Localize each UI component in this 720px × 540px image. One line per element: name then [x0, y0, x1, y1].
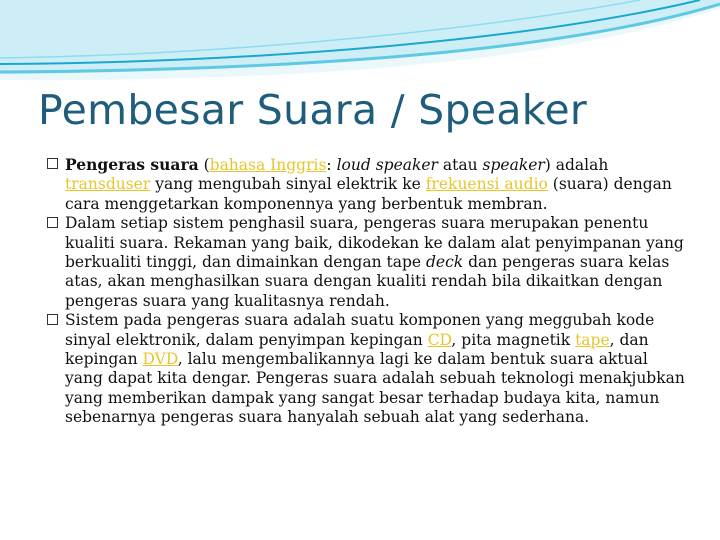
text: ( [198, 156, 210, 174]
bullet-box-icon [47, 217, 58, 228]
link-bahasa-inggris[interactable]: bahasa Inggris [209, 156, 327, 174]
text: Sistem pada pengeras suara adalah suatu komponen yang meggubah kode sinyal elektronik, dalam penyimpan kepingan [65, 311, 655, 349]
link-dvd[interactable]: DVD [142, 350, 178, 369]
text: (suara) dengan cara menggetarkan komponennya yang berbentuk membran. [65, 175, 672, 213]
italic-text: deck [426, 253, 464, 272]
term-text: Pengeras suara [65, 155, 199, 174]
italic-text: loud speaker [336, 156, 438, 174]
text: : [326, 156, 337, 174]
text: , dan kepingan [65, 330, 649, 369]
slide-title: Pembesar Suara / Speaker [38, 86, 588, 134]
list-item [47, 155, 687, 214]
text: Dalam setiap sistem penghasil suara, pengeras suara merupakan penentu kualiti suara. Rekaman yang baik, dikodekan ke dalam alat penyimpanan yang berkualiti tinggi, dan dimainkan dengan tape [65, 214, 684, 272]
slide-content [47, 155, 687, 428]
list-item [47, 311, 687, 427]
header-wave-decoration [0, 0, 720, 90]
text: atau [437, 156, 483, 174]
text: ) adalah [544, 156, 609, 174]
italic-text: speaker [482, 156, 545, 174]
link-transduser[interactable]: transduser [65, 175, 151, 194]
text: , pita magnetik [451, 330, 576, 349]
text: , lalu mengembalikannya lagi ke dalam bentuk suara aktual yang dapat kita dengar. Pengeras suara adalah sebuah teknologi menakjubkan yang memberikan dampak yang sangat besar terhadap budaya kita, namun sebenarnya pengeras suara hanyalah sebuah alat yang sederhana. [65, 350, 685, 427]
link-cd[interactable]: CD [427, 330, 452, 349]
bullet-box-icon [47, 158, 58, 169]
text: yang mengubah sinyal elektrik ke [150, 175, 426, 194]
link-tape[interactable]: tape [575, 330, 610, 349]
link-frekuensi-audio[interactable]: frekuensi audio [425, 175, 548, 194]
text: dan pengeras suara kelas atas, akan menghasilkan suara dengan kualiti rendah bila dikaitkan dengan pengeras suara yang kualitasnya rendah. [65, 253, 670, 310]
list-item [47, 214, 687, 311]
bullet-box-icon [47, 314, 58, 325]
